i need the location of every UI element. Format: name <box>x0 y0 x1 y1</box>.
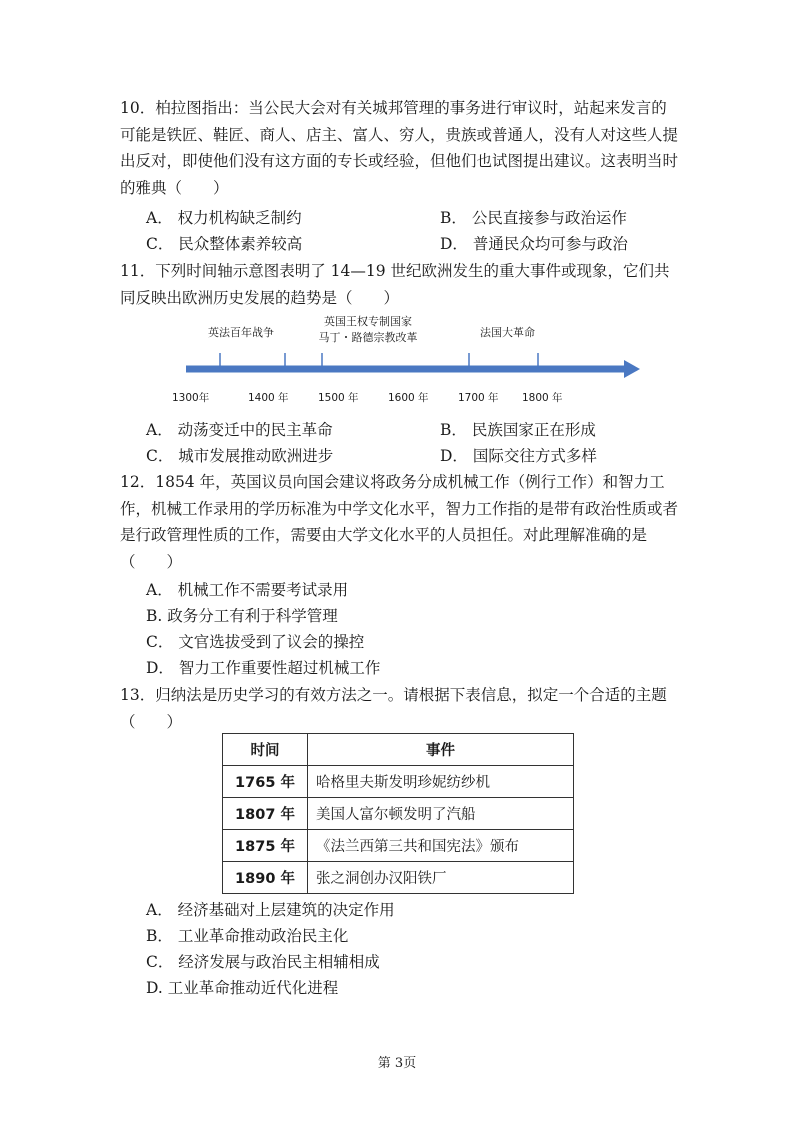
table-header-event: 事件 <box>308 734 574 766</box>
timeline-year-label: 1400 年 <box>248 392 289 404</box>
timeline-year-label: 1600 年 <box>388 392 429 404</box>
events-table <box>222 733 574 894</box>
table-header-time: 时间 <box>223 734 308 766</box>
q11-option-c: C． 城市发展推动欧洲进步 <box>146 447 334 465</box>
table-header-row <box>223 734 574 766</box>
q12-option-b: B. 政务分工有利于科学管理 <box>146 607 338 625</box>
table-cell-event: 张之洞创办汉阳铁厂 <box>308 862 574 894</box>
table-cell-event: 《法兰西第三共和国宪法》颁布 <box>308 830 574 862</box>
timeline-arrow-icon <box>624 360 640 378</box>
q10-option-a: A． 权力机构缺乏制约 <box>146 209 302 227</box>
table-cell-year: 1890 年 <box>223 862 308 894</box>
q12-option-a: A． 机械工作不需要考试录用 <box>146 581 349 599</box>
q13-option-c: C． 经济发展与政治民主相辅相成 <box>146 953 380 971</box>
q11-stem: 11．下列时间轴示意图表明了 14—19 世纪欧洲发生的重大事件或现象，它们共同反映出欧洲历史发展的趋势是（ ） <box>120 262 670 307</box>
q10-stem: 10．柏拉图指出：当公民大会对有关城邦管理的事务进行审议时，站起来发言的可能是铁匠、鞋匠、商人、店主、富人、穷人，贵族或普通人，没有人对这些人提出反对，即使他们没有这方面的专长或经验，但他们也试图提出建议。这表明当时的雅典（ ） <box>120 99 679 197</box>
page-number: 第 3页 <box>377 1056 417 1071</box>
timeline-event-french-revolution: 法国大革命 <box>480 326 535 339</box>
table-cell-event: 哈格里夫斯发明珍妮纺纱机 <box>308 766 574 798</box>
table-row <box>223 766 574 798</box>
timeline-year-label: 1500 年 <box>318 392 359 404</box>
table-row <box>223 862 574 894</box>
q11-option-a: A． 动荡变迁中的民主革命 <box>146 421 333 439</box>
q13-stem: 13．归纳法是历史学习的有效方法之一。请根据下表信息，拟定一个合适的主题（ ） <box>120 686 667 731</box>
q10-option-b: B． 公民直接参与政治运作 <box>440 209 627 227</box>
q10-option-d: D． 普通民众均可参与政治 <box>440 235 628 253</box>
q13-option-d: D. 工业革命推动近代化进程 <box>146 979 339 997</box>
timeline-event-reformation: 马丁・路德宗教改革 <box>318 331 418 344</box>
table-row <box>223 798 574 830</box>
q10-option-c: C． 民众整体素养较高 <box>146 235 303 253</box>
timeline-event-hundred-years-war: 英法百年战争 <box>208 326 274 339</box>
table-cell-year: 1875 年 <box>223 830 308 862</box>
q12-option-d: D． 智力工作重要性超过机械工作 <box>146 659 381 677</box>
q11-option-d: D． 国际交往方式多样 <box>440 447 597 465</box>
timeline-event-english-absolutism: 英国王权专制国家 <box>324 315 412 328</box>
q13-option-a: A． 经济基础对上层建筑的决定作用 <box>146 901 395 919</box>
timeline-year-label: 1700 年 <box>458 392 499 404</box>
q12-option-c: C． 文官选拔受到了议会的操控 <box>146 633 365 651</box>
q11-option-b: B． 民族国家正在形成 <box>440 421 596 439</box>
q13-option-b: B． 工业革命推动政治民主化 <box>146 927 349 945</box>
q12-stem: 12．1854 年，英国议员向国会建议将政务分成机械工作（例行工作）和智力工作，机械工作录用的学历标准为中学文化水平，智力工作指的是带有政治性质或者是行政管理性质的工作，需要由大学文化水平的人员担任。对此理解准确的是（ ） <box>120 473 679 571</box>
timeline-year-label: 1800 年 <box>522 392 563 404</box>
table-cell-year: 1765 年 <box>223 766 308 798</box>
timeline-diagram <box>168 312 648 412</box>
table-cell-event: 美国人富尔顿发明了汽船 <box>308 798 574 830</box>
timeline-year-label: 1300年 <box>172 392 210 404</box>
table-cell-year: 1807 年 <box>223 798 308 830</box>
table-row <box>223 830 574 862</box>
